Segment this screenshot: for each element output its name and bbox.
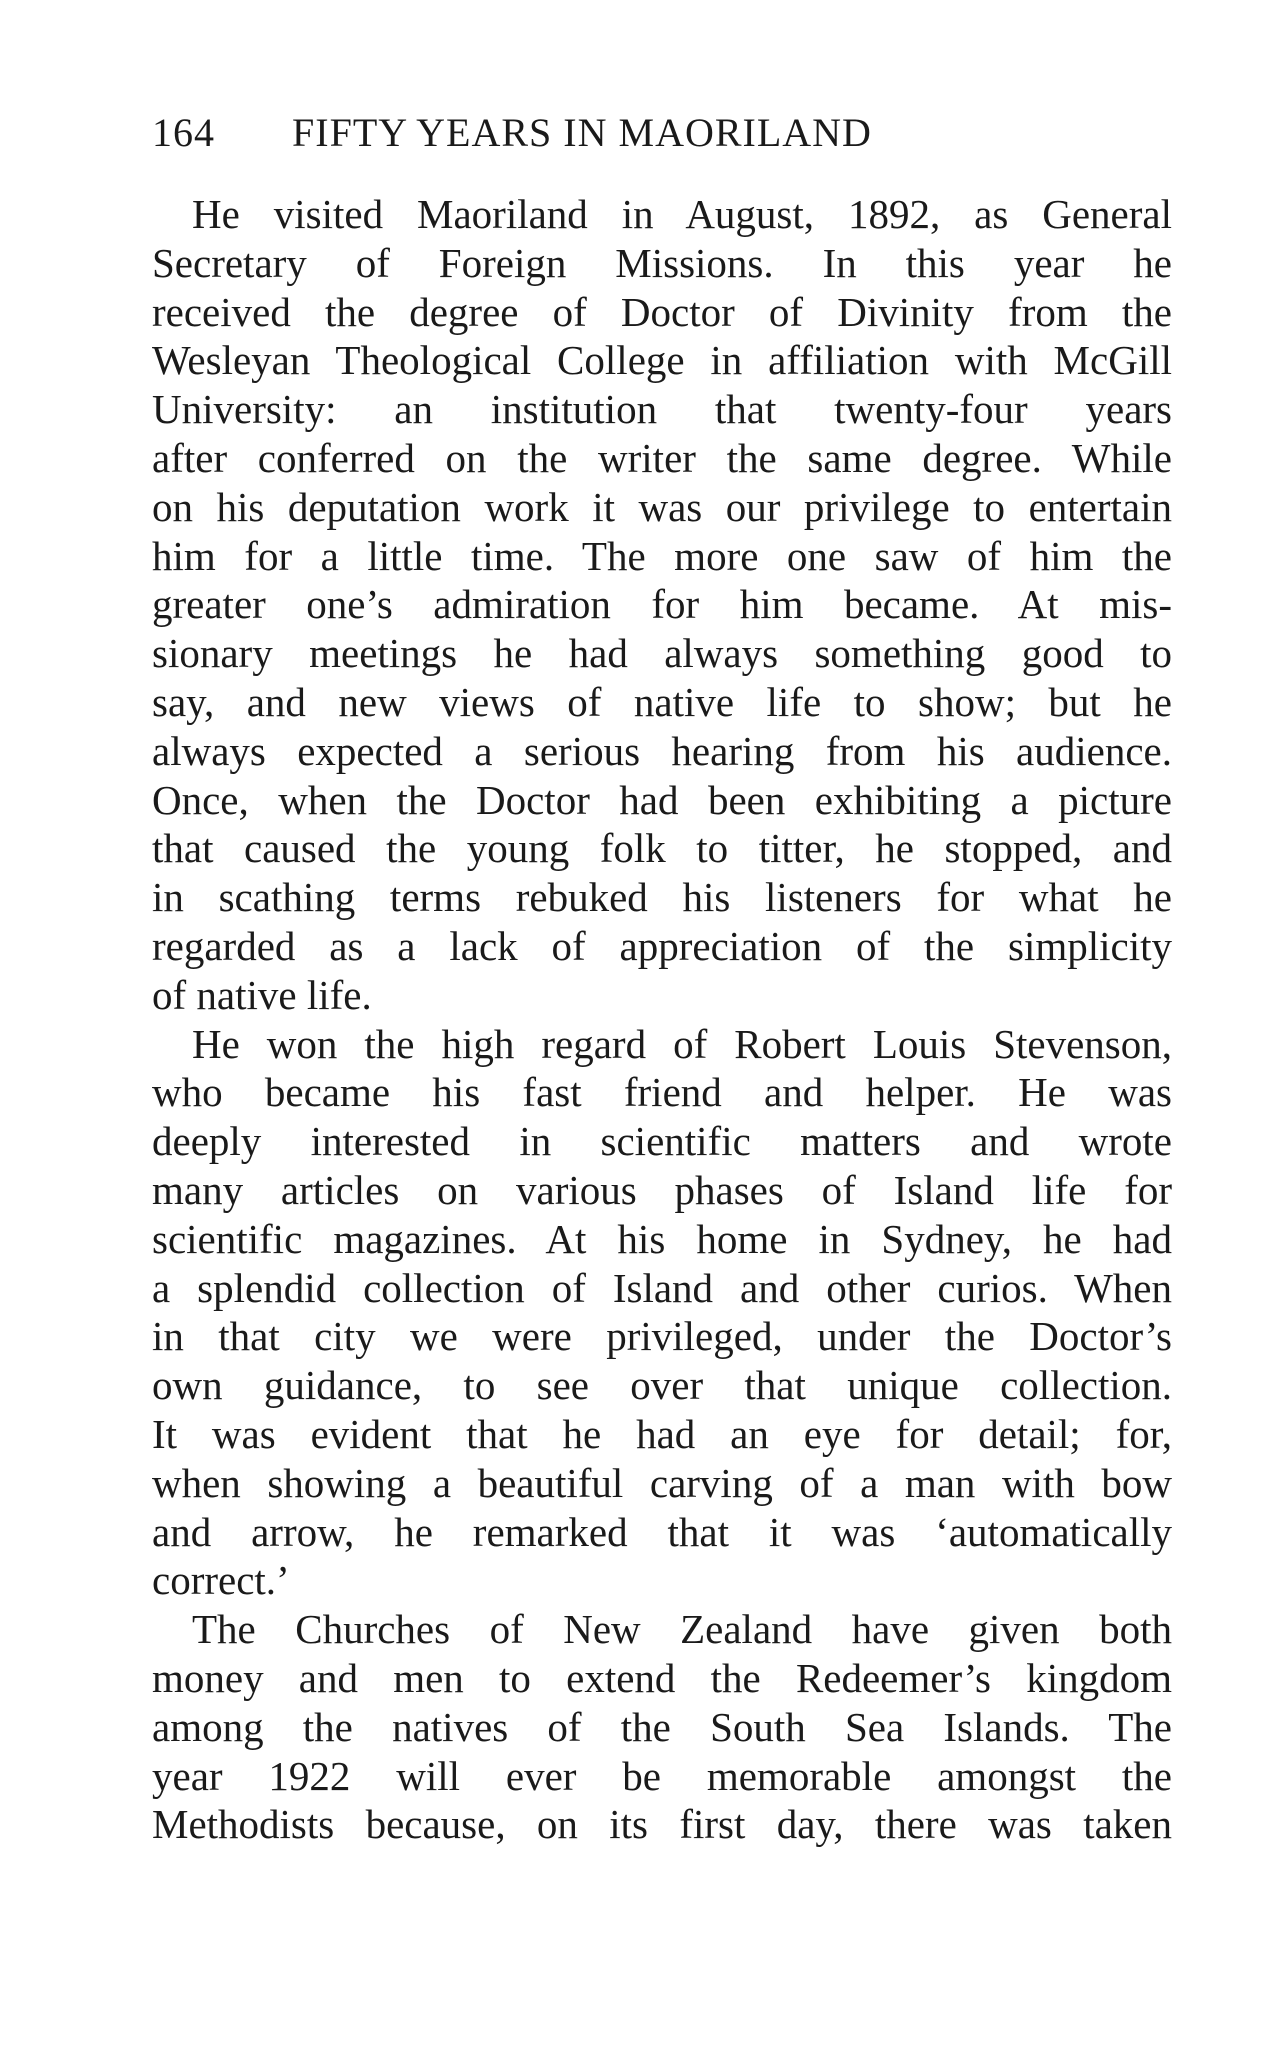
text-line: many articles on various phases of Island life for	[152, 1166, 1172, 1213]
running-head	[152, 108, 1162, 158]
text-line: Secretary of Foreign Missions. In this year he	[152, 239, 1172, 286]
text-line: on his deputation work it was our privilege to entertain	[152, 483, 1172, 530]
text-line: University: an institution that twenty-four years	[152, 386, 1172, 433]
text-line: Wesleyan Theological College in affiliation with McGill	[152, 337, 1172, 384]
text-line: Once, when the Doctor had been exhibiting a picture	[152, 776, 1172, 823]
text-line: him for a little time. The more one saw of him the	[152, 532, 1172, 579]
text-line: in that city we were privileged, under the Doctor’s	[152, 1313, 1172, 1360]
text-line: when showing a beautiful carving of a man with bow	[152, 1459, 1172, 1506]
text-line: correct.’	[152, 1557, 290, 1604]
text-line: and arrow, he remarked that it was ‘automatically	[152, 1508, 1172, 1555]
text-line: in scathing terms rebuked his listeners for what he	[152, 874, 1172, 921]
text-line: own guidance, to see over that unique collection.	[152, 1362, 1172, 1409]
book-title: FIFTY YEARS IN MAORILAND	[292, 110, 872, 155]
text-line: among the natives of the South Sea Islands. The	[152, 1703, 1172, 1750]
paragraph-3	[152, 1605, 1172, 1849]
paragraph-1	[152, 190, 1172, 1020]
text-line: of native life.	[152, 971, 372, 1018]
text-line: a splendid collection of Island and other curios. When	[152, 1264, 1172, 1311]
text-line: always expected a serious hearing from his audience.	[152, 727, 1172, 774]
text-line: Methodists because, on its first day, there was taken	[152, 1801, 1172, 1848]
text-line: say, and new views of native life to show; but he	[152, 678, 1172, 725]
text-line: deeply interested in scientific matters and wrote	[152, 1118, 1172, 1165]
text-line: money and men to extend the Redeemer’s kingdom	[152, 1654, 1172, 1701]
text-line: scientific magazines. At his home in Sydney, he had	[152, 1215, 1172, 1262]
text-line: He visited Maoriland in August, 1892, as General	[192, 191, 1172, 237]
text-line: sionary meetings he had always something good to	[152, 630, 1172, 677]
text-line: year 1922 will ever be memorable amongst the	[152, 1752, 1172, 1799]
text-line: greater one’s admiration for him became. At mis-	[152, 581, 1172, 628]
paragraph-2	[152, 1020, 1172, 1606]
page-number: 164	[152, 110, 215, 155]
text-line: who became his fast friend and helper. He was	[152, 1069, 1172, 1116]
text-line: regarded as a lack of appreciation of the simplicity	[152, 922, 1172, 969]
body-text	[152, 190, 1172, 1849]
text-line: The Churches of New Zealand have given both	[192, 1606, 1172, 1653]
text-line: that caused the young folk to titter, he stopped, and	[152, 825, 1172, 872]
text-line: He won the high regard of Robert Louis Stevenson,	[192, 1020, 1172, 1067]
text-line: It was evident that he had an eye for detail; for,	[152, 1410, 1172, 1457]
text-line: after conferred on the writer the same degree. While	[152, 434, 1172, 481]
text-line: received the degree of Doctor of Divinity from the	[152, 288, 1172, 335]
